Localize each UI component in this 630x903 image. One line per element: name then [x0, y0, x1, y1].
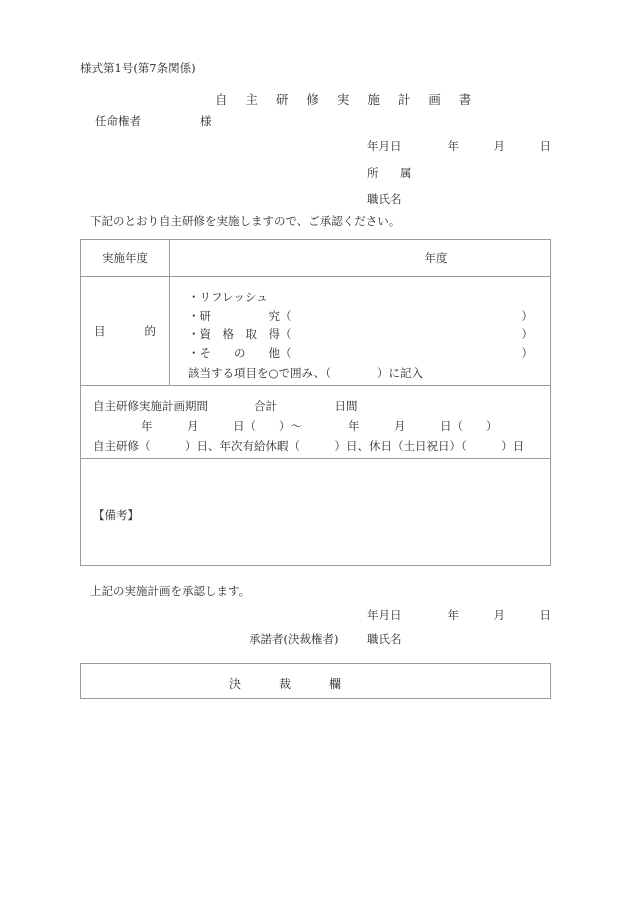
table-row-year	[81, 240, 551, 277]
purpose-option-other-label: ・そ の 他（	[188, 345, 292, 360]
purpose-option-other-close: ）	[521, 345, 533, 360]
purpose-option-refresh[interactable]	[188, 288, 550, 307]
purpose-option-qualification-close: ）	[521, 327, 533, 342]
purpose-option-qualification[interactable]	[188, 325, 550, 344]
form-number: 様式第1号(第7条関係)	[80, 61, 196, 75]
page-title: 自 主 研 修 実 施 計 画 書	[215, 92, 479, 107]
approval-statement: 上記の実施計画を承認します。	[90, 584, 251, 598]
purpose-label-first-char: 目	[94, 324, 106, 338]
period-breakdown-line: 自主研修（ ）日、年次有給休暇（ ）日、休日（土日祝日）（ ）日	[93, 439, 525, 453]
remarks-cell[interactable]	[81, 459, 551, 566]
remarks-body	[81, 503, 550, 522]
approver-name-label: 職氏名	[367, 632, 402, 646]
table-row-purpose	[81, 277, 551, 386]
decision-box-label: 決裁欄	[229, 677, 380, 691]
period-cell[interactable]	[81, 386, 551, 459]
applicant-name-label: 職氏名	[367, 192, 402, 206]
purpose-options-cell[interactable]	[170, 277, 551, 386]
plan-table	[80, 239, 551, 566]
year-row-value: 年度	[424, 251, 448, 265]
table-row-period	[81, 386, 551, 459]
purpose-option-research[interactable]	[188, 307, 550, 326]
table-row-remarks	[81, 459, 551, 566]
purpose-label-last-char: 的	[144, 324, 156, 338]
purpose-options-list	[170, 279, 550, 383]
purpose-option-research-close: ）	[521, 308, 533, 323]
appointer-honorific: 様	[200, 114, 212, 128]
intro-statement: 下記のとおり自主研修を実施しますので、ご承認ください。	[90, 214, 401, 228]
department-label: 所 属	[367, 166, 417, 180]
purpose-option-refresh-label: ・リフレッシュ	[188, 290, 268, 305]
remarks-label: 【備考】	[93, 507, 139, 522]
approval-date-line: 年月日 年 月 日	[367, 608, 551, 622]
year-row-label: 実施年度	[81, 240, 170, 277]
decision-box[interactable]	[80, 663, 551, 699]
purpose-instruction-note: 該当する項目を○で囲み、（ ）に記入	[188, 366, 423, 381]
purpose-option-other[interactable]	[188, 344, 550, 363]
purpose-option-qualification-label: ・資 格 取 得（	[188, 327, 292, 342]
period-range-line: 年 月 日（ ）～ 年 月 日（ ）	[141, 419, 498, 433]
year-row-value-cell[interactable]	[170, 240, 551, 277]
submission-date-line: 年月日 年 月 日	[367, 139, 551, 153]
period-total-line: 自主研修実施計画期間 合計 日間	[93, 399, 358, 413]
approver-label: 承諾者(決裁権者)	[249, 632, 339, 646]
period-lines	[81, 388, 550, 456]
purpose-option-research-label: ・研 究（	[188, 308, 292, 323]
purpose-row-label	[81, 277, 170, 386]
appointer-label: 任命権者	[95, 114, 141, 128]
